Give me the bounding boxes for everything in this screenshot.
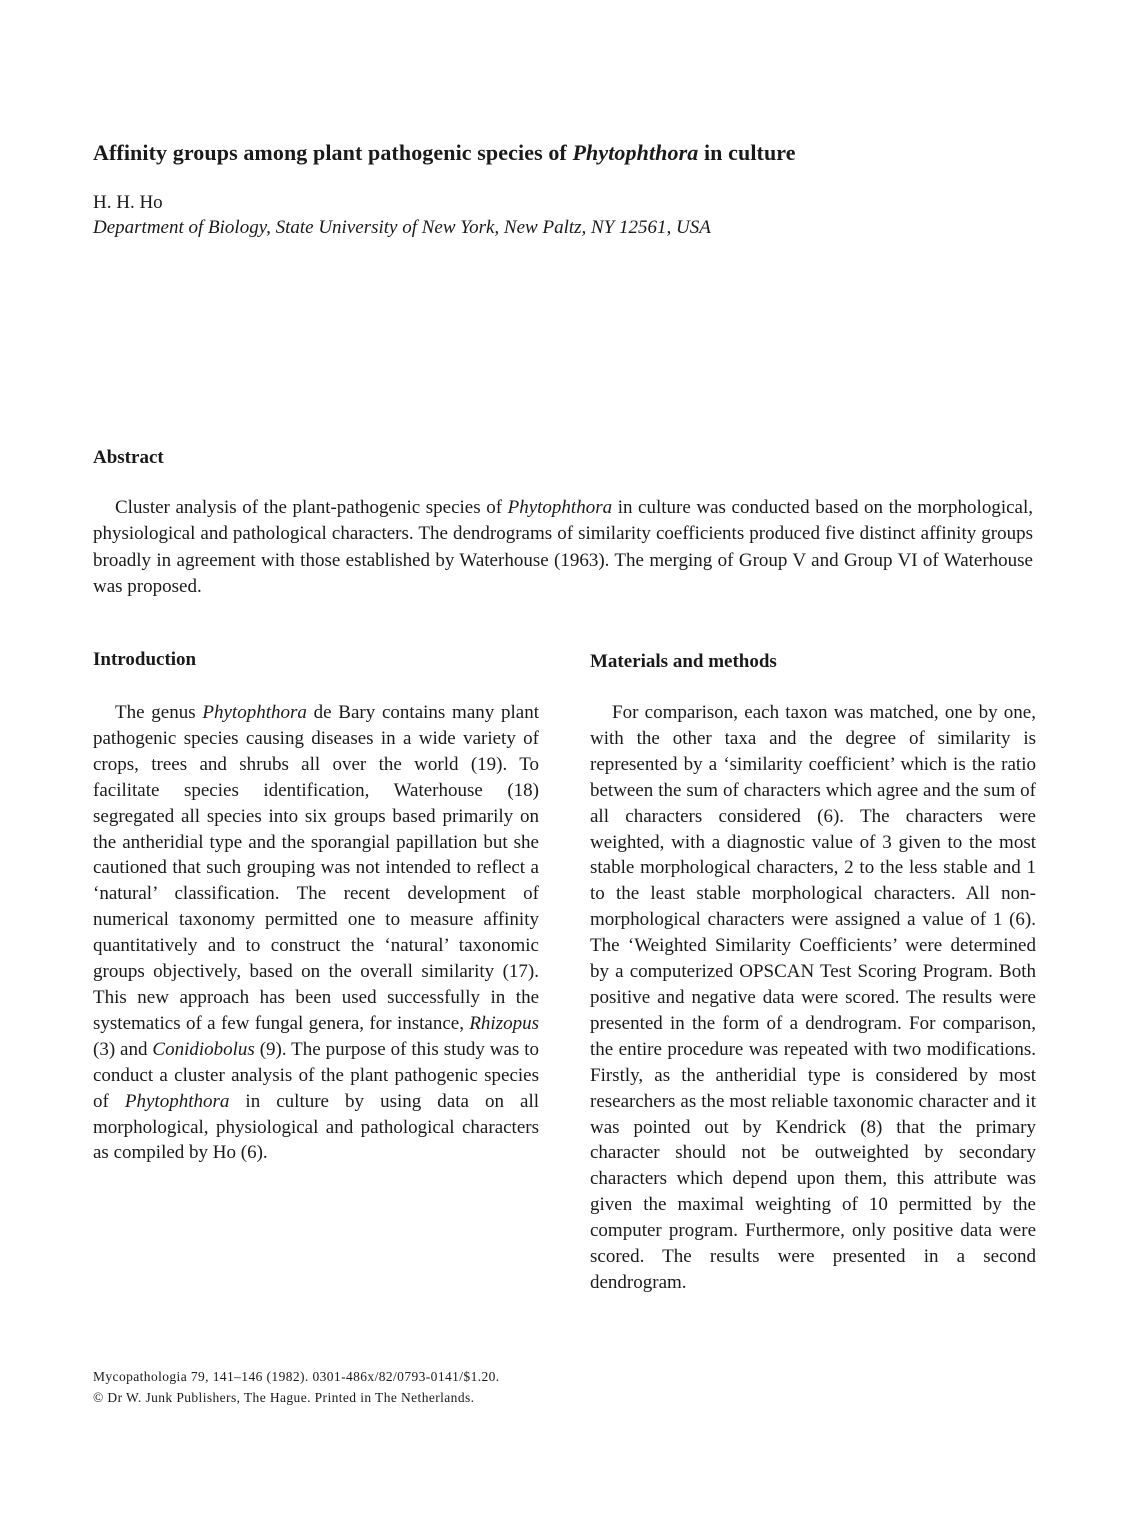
introduction-text [93, 700, 539, 1166]
title-genus: Phytophthora [572, 140, 699, 165]
intro-genus-conidiobolus: Conidiobolus [152, 1038, 255, 1060]
author-name: H. H. Ho [93, 192, 163, 213]
author-affiliation: Department of Biology, State University of New York, New Paltz, NY 12561, USA [93, 217, 711, 238]
methods-heading: Materials and methods [590, 651, 777, 672]
intro-part-2: de Bary contains many plant pathogenic species causing diseases in a wide variety of crops, trees and shrubs all over the world (19). To facilitate species identification, Waterhouse (18) segregated all species into six groups based primarily on the antheridial type and the sporangial papillation but she cautioned that such grouping was not intended to reflect a ‘natural’ classification. The recent development of numerical taxonomy permitted one to measure affinity quantitatively and to construct the ‘natural’ taxonomic groups objectively, based on the overall similarity (17). This new approach has been used successfully in the systematics of a few fungal genera, for instance, [93, 702, 540, 1034]
intro-part-3: (3) and [93, 1038, 153, 1060]
intro-genus-phytophthora: Phytophthora [124, 1090, 230, 1112]
paper-title [93, 140, 796, 166]
methods-text: For comparison, each taxon was matched, one by one, with the other taxa and the degree of similarity is represented by a ‘similarity coefficient’ which is the ratio between the sum of characters which agree and the sum of all characters considered (6). The characters were weighted, with a diagnostic value of 3 given to the most stable morphological characters, 2 to the less stable and 1 to the least stable morphological characters. All non-morphological characters were assigned a value of 1 (6). The ‘Weighted Similarity Coefficients’ were determined by a computerized OPSCAN Test Scoring Program. Both positive and negative data were scored. The results were presented in the form of a dendrogram. For comparison, the entire procedure was repeated with two modifications. Firstly, as the antheridial type is considered by most researchers as the most reliable taxonomic character and it was pointed out by Kendrick (8) that the primary character should not be outweighted by secondary characters which depend upon them, this attribute was given the maximal weighting of 10 permitted by the computer program. Furthermore, only positive data were scored. The results were presented in a second dendrogram. [590, 702, 1036, 1293]
abstract-part-1: Cluster analysis of the plant-pathogenic species of [115, 497, 508, 518]
title-suffix: in culture [698, 140, 796, 165]
abstract-text [93, 495, 1033, 600]
intro-genus: Phytophthora [202, 702, 307, 723]
introduction-heading: Introduction [93, 649, 197, 670]
abstract-part-2: in culture was conducted based on the morphological, physiological and pathological characters. The dendrograms of similarity coefficients produced five distinct affinity groups broadly in agreement with those established by Waterhouse (1963). The merging of Group V and Group VI of Waterhouse was proposed. [93, 497, 1033, 597]
abstract-genus: Phytophthora [507, 497, 613, 518]
title-prefix: Affinity groups among plant pathogenic species of [93, 140, 573, 165]
intro-genus-rhizopus: Rhizopus [469, 1012, 539, 1034]
intro-part-4: (9). The purpose of this study was to conduct a cluster analysis of the plant pathogenic species of [93, 1038, 539, 1112]
copyright-notice: © Dr W. Junk Publishers, The Hague. Printed in The Netherlands. [93, 1390, 475, 1405]
abstract-heading: Abstract [93, 447, 164, 468]
intro-part-5: in culture by using data on all morphological, physiological and pathological characters as compiled by Ho (6). [93, 1090, 540, 1164]
journal-citation: Mycopathologia 79, 141–146 (1982). 0301-486x/82/0793-0141/$1.20. [93, 1369, 500, 1384]
intro-part-1: The genus [115, 702, 203, 723]
